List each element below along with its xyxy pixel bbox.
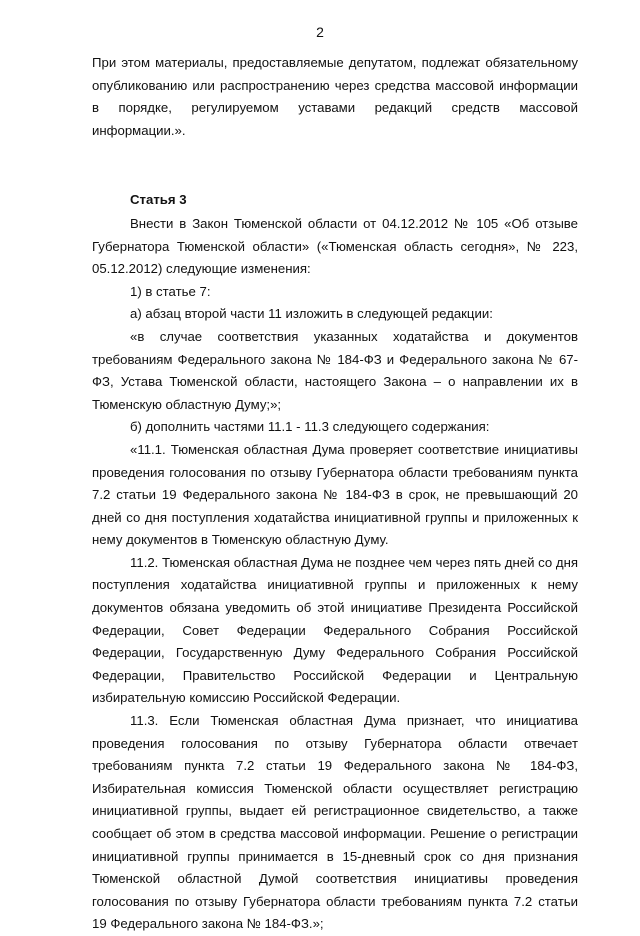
list-item-b: б) дополнить частями 11.1 - 11.3 следующего содержания:: [130, 419, 490, 435]
quote-a: «в случае соответствия указанных ходатайства и документов требованиям Федерального закона № 184-ФЗ и Федерального закона № 67-ФЗ, Устава Тюменской области, настоящего Закона – о направлении их в Тюменскую областную Думу;»;: [92, 328, 578, 412]
clause-11-1: «11.1. Тюменская областная Дума проверяет соответствие инициативы проведения голосования по отзыву Губернатора области требованиям пункта 7.2 статьи 19 Федерального закона № 184-ФЗ в срок, не превышающий 20 дней со дня поступления ходатайства инициативной группы и приложенных к нему документов в Тюменскую областную Думу.: [92, 441, 578, 548]
article-heading: Статья 3: [130, 192, 187, 208]
page-number: 2: [316, 24, 324, 40]
list-item-a: а) абзац второй части 11 изложить в следующей редакции:: [130, 306, 493, 322]
clause-11-3: 11.3. Если Тюменская областная Дума признает, что инициатива проведения голосования по отзыву Губернатора области отвечает требованиям пункта 7.2 статьи 19 Федерального закона № 184-ФЗ, Избирательная комиссия Тюменской области осуществляет регистрацию инициативной группы, выдает ей регистрационное свидетельство, а также сообщает об этом в средства массовой информации. Решение о регистрации инициативной группы принимается в 15-дневный срок со дня признания Тюменской областной Думой соответствия инициативы проведения голосования по отзыву Губернатора области требованиям пункта 7.2 статьи 19 Федерального закона № 184-ФЗ.»;: [92, 713, 578, 932]
paragraph-amendment: Внести в Закон Тюменской области от 04.12.2012 № 105 «Об отзыве Губернатора Тюменской области» («Тюменская область сегодня», № 223, 05.12.2012) следующие изменения:: [92, 215, 578, 277]
list-item-1: 1) в статье 7:: [130, 283, 211, 299]
document-body: [92, 52, 578, 936]
paragraph-intro: При этом материалы, предоставляемые депутатом, подлежат обязательному опубликованию или распространению через средства массовой информации в порядке, регулируемом уставами редакций средств массовой информации.».: [92, 55, 578, 138]
clause-11-2: 11.2. Тюменская областная Дума не позднее чем через пять дней со дня поступления ходатайства инициативной группы и приложенных к нему документов обязана уведомить об этой инициативе Президента Российской Федерации, Совет Федерации Федерального Собрания Российской Федерации, Государственную Думу Федерального Собрания Российской Федерации, Правительство Российской Федерации и Центральную избирательную комиссию Российской Федерации.: [92, 554, 578, 706]
